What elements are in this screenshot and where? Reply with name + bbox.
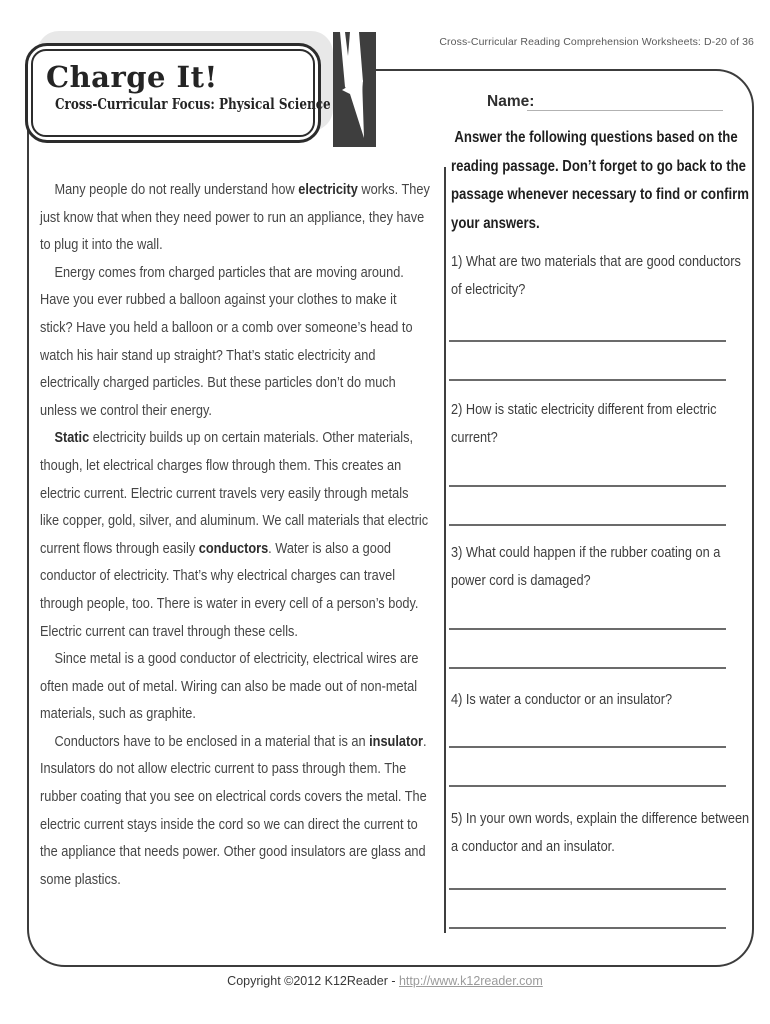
name-label: Name: [487,93,535,110]
answer-line [449,379,726,381]
answer-line [449,746,726,748]
lightning-bolt-icon [333,32,376,147]
instructions: Answer the following questions based on the reading passage. Don’t forget to go back to the passage whenever necessary to find or confirm your answers. [451,129,750,232]
passage-paragraph: Energy comes from charged particles that are moving around. Have you ever rubbed a balloon against your clothes to make it stick? Have you held a balloon or a comb over someone’s head to watch his hair stand up straight? That’s static electricity and electrically charged particles. But these particles don’t do much unless we control their energy. [40,263,413,419]
answer-line [449,888,726,890]
name-input-line [527,94,723,111]
worksheet-subtitle: Cross-Curricular Focus: Physical Science [55,95,331,113]
answer-line [449,485,726,487]
question-text: 1) What are two materials that are good conductors of electricity? [451,253,741,298]
passage-paragraph: Static electricity builds up on certain materials. Other materials, though, let electrical charges flow through them. This creates an electric current. Electric current travels very easily through metals like copper, gold, silver, and aluminum. We call materials that electric current flows through easily conductors. Water is also a good conductor of electricity. That’s why electrical charges can travel through people, too. There is water in every cell of a person’s body. Electric current can travel through these cells. [40,429,429,640]
answer-line [449,340,726,342]
passage-paragraph: Many people do not really understand how electricity works. They just know that when they need power to run an appliance, they have to plug it into the wall. [40,181,430,254]
passage [40,176,431,893]
question-text: 5) In your own words, explain the difference between a conductor and an insulator. [451,810,750,855]
answer-line [449,667,726,669]
footer [0,974,770,988]
answer-line [449,785,726,787]
question-text: 4) Is water a conductor or an insulator? [451,691,673,708]
question-text: 2) How is static electricity different from electric current? [451,401,717,446]
passage-paragraph: Since metal is a good conductor of electricity, electrical wires are often made out of metal. Wiring can also be made out of non-metal materials, such as graphite. [40,650,419,723]
footer-link[interactable]: http://www.k12reader.com [398,974,543,988]
copyright-text: Copyright ©2012 K12Reader - [227,974,399,988]
title-box [25,43,331,143]
answer-line [449,628,726,630]
passage-paragraph: Conductors have to be enclosed in a material that is an insulator. Insulators do not allow electric current to pass through them. The rubber coating that you see on electrical cords covers the metal. The electric current stays inside the cord so we can direct the current to the appliance that needs power. Other good insulators are glass and some plastics. [40,732,427,888]
answer-line [449,524,726,526]
worksheet-series-label: Cross-Curricular Reading Comprehension Worksheets: D-20 of 36 [439,36,754,48]
question-text: 3) What could happen if the rubber coating on a power cord is damaged? [451,544,721,589]
title-box-inner-border [31,49,331,137]
answer-line [449,927,726,929]
worksheet-title: Charge It! [46,60,218,94]
column-divider [444,167,446,933]
